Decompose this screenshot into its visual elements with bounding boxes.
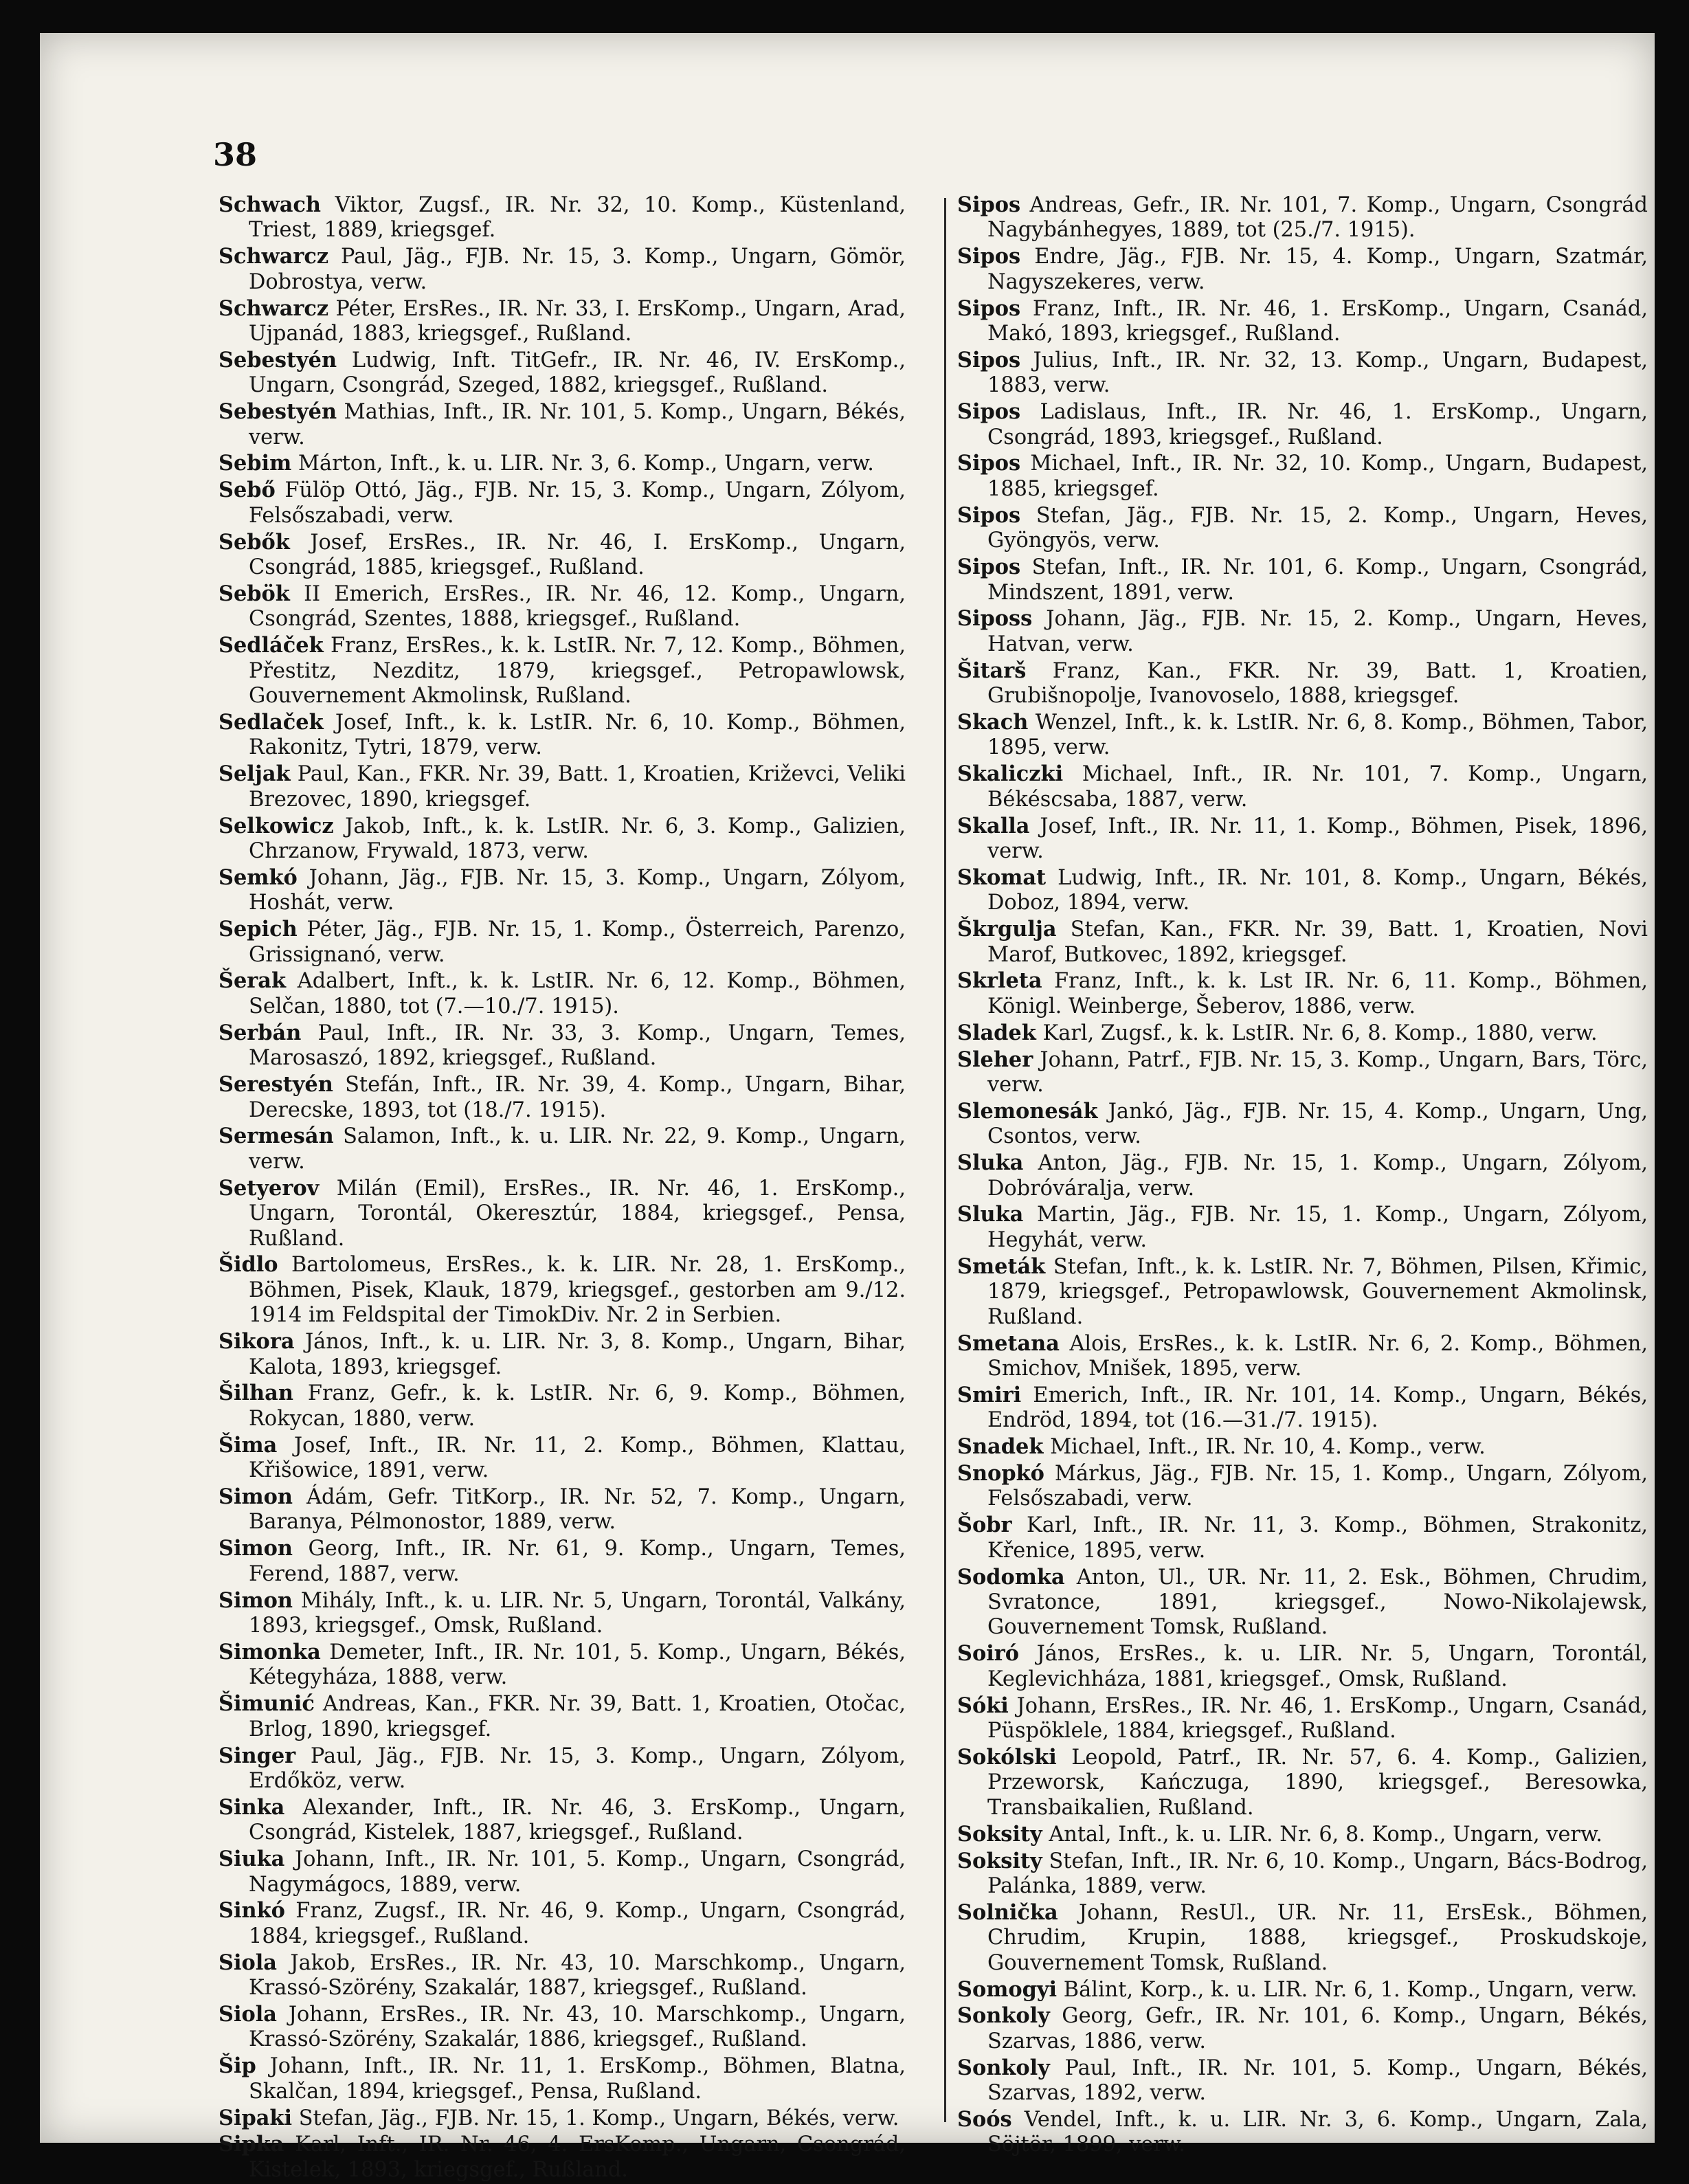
entry-surname: Seljak	[219, 761, 291, 787]
entry-surname: Sipos	[957, 192, 1021, 217]
entry-details: Mathias, Inft., IR. Nr. 101, 5. Komp., Ungarn, Békés, verw.	[249, 400, 906, 449]
entry-details: Martin, Jäg., FJB. Nr. 15, 1. Komp., Ungarn, Zólyom, Hegyhát, verw.	[987, 1203, 1648, 1252]
entry-details: Milán (Emil), ErsRes., IR. Nr. 46, 1. ErsKomp., Ungarn, Torontál, Okeresztúr, 1884, kriegsgef., Pensa, Rußland.	[249, 1176, 906, 1251]
entry-details: Jakob, Inft., k. k. LstIR. Nr. 6, 3. Komp., Galizien, Chrzanow, Frywald, 1873, verw.	[249, 814, 906, 864]
list-entry	[957, 1047, 1648, 1098]
list-entry	[957, 244, 1648, 295]
entry-details: Paul, Inft., IR. Nr. 33, 3. Komp., Ungarn, Temes, Marosaszó, 1892, kriegsgef., Rußland.	[249, 1021, 906, 1071]
entry-details: Andreas, Kan., FKR. Nr. 39, Batt. 1, Kroatien, Otočac, Brlog, 1890, kriegsgef.	[249, 1692, 906, 1741]
entry-surname: Snadek	[957, 1434, 1044, 1460]
entry-details: Stefán, Inft., IR. Nr. 39, 4. Komp., Ungarn, Bihar, Derecske, 1893, tot (18./7. 1915).	[249, 1073, 906, 1122]
entry-surname: Sipos	[957, 244, 1021, 269]
entry-surname: Slemonesák	[957, 1098, 1098, 1124]
entry-details: Stefan, Inft., IR. Nr. 6, 10. Komp., Ungarn, Bács-Bodrog, Palánka, 1889, verw.	[987, 1849, 1648, 1898]
entry-details: Johann, Inft., IR. Nr. 11, 1. ErsKomp., Böhmen, Blatna, Skalčan, 1894, kriegsgef., Pensa, Rußland.	[249, 2054, 906, 2104]
entry-details: Michael, Inft., IR. Nr. 32, 10. Komp., Ungarn, Budapest, 1885, kriegsgef.	[987, 452, 1648, 501]
entry-surname: Šobr	[957, 1513, 1012, 1538]
entry-details: Josef, Inft., IR. Nr. 11, 1. Komp., Böhmen, Pisek, 1896, verw.	[987, 814, 1648, 864]
entry-surname: Sepich	[219, 917, 298, 942]
list-entry	[957, 1331, 1648, 1382]
entry-details: Michael, Inft., IR. Nr. 10, 4. Komp., verw.	[1050, 1435, 1486, 1460]
list-entry	[219, 451, 906, 476]
entry-details: Michael, Inft., IR. Nr. 101, 7. Komp., Ungarn, Békéscsaba, 1887, verw.	[987, 762, 1648, 812]
entry-surname: Selkowicz	[219, 813, 334, 838]
list-entry	[957, 451, 1648, 502]
entry-surname: Šima	[219, 1432, 278, 1458]
list-entry	[957, 1021, 1648, 1046]
entry-details: Márton, Inft., k. u. LIR. Nr. 3, 6. Komp., Ungarn, verw.	[298, 452, 874, 476]
entry-surname: Sebő	[219, 478, 276, 503]
list-entry	[957, 917, 1648, 968]
entry-surname: Siola	[219, 2002, 277, 2027]
entry-surname: Smiri	[957, 1382, 1022, 1407]
column-divider	[944, 198, 946, 2122]
list-entry	[219, 2132, 906, 2183]
entry-surname: Singer	[219, 1743, 296, 1768]
entry-surname: Sebestyén	[219, 347, 337, 372]
list-entry	[219, 1743, 906, 1794]
entry-details: Bartolomeus, ErsRes., k. k. LIR. Nr. 28, 1. ErsKomp., Böhmen, Pisek, Klauk, 1879, kriegsgef., gestorben am 9./12. 1914 im Feldspital der TimokDiv. Nr. 2 in Serbien.	[249, 1253, 906, 1328]
list-entry	[219, 1640, 906, 1691]
list-entry	[219, 1124, 906, 1174]
entry-surname: Šilhan	[219, 1381, 293, 1406]
list-entry	[219, 1252, 906, 1328]
entry-details: Johann, Patrf., FJB. Nr. 15, 3. Komp., Ungarn, Bars, Törc, verw.	[987, 1047, 1648, 1097]
entry-surname: Simonka	[219, 1639, 321, 1664]
entry-details: Josef, ErsRes., IR. Nr. 46, I. ErsKomp., Ungarn, Csongrád, 1885, kriegsgef., Rußland.	[249, 530, 906, 580]
entry-surname: Sermesán	[219, 1124, 334, 1149]
list-entry	[219, 1329, 906, 1380]
list-entry	[219, 865, 906, 916]
entry-details: Johann, Inft., IR. Nr. 101, 5. Komp., Ungarn, Csongrád, Nagymágocs, 1889, verw.	[249, 1847, 906, 1897]
list-entry	[957, 2003, 1648, 2054]
entry-details: Franz, Zugsf., IR. Nr. 46, 9. Komp., Ungarn, Csongrád, 1884, kriegsgef., Rußland.	[249, 1899, 906, 1948]
entry-surname: Sladek	[957, 1020, 1036, 1045]
list-entry	[219, 1691, 906, 1742]
page	[40, 33, 1655, 2182]
entry-surname: Schwarcz	[219, 244, 329, 269]
entry-surname: Soksity	[957, 1848, 1042, 1873]
list-entry	[957, 1693, 1648, 1744]
entry-surname: Skomat	[957, 865, 1047, 890]
list-entry	[219, 1795, 906, 1846]
entry-details: Franz, Kan., FKR. Nr. 39, Batt. 1, Kroatien, Grubišnopolje, Ivanovoselo, 1888, kriegsgef.	[987, 658, 1648, 709]
entry-details: Adalbert, Inft., k. k. LstIR. Nr. 6, 12. Komp., Böhmen, Selčan, 1880, tot (7.—10./7. 1915).	[249, 969, 906, 1018]
page-number: 38	[213, 136, 258, 173]
entry-details: Mihály, Inft., k. u. LIR. Nr. 5, Ungarn, Torontál, Valkány, 1893, kriegsgef., Omsk, Rußland.	[249, 1588, 906, 1638]
entry-surname: Smetana	[957, 1330, 1060, 1356]
entry-surname: Sedlaček	[219, 709, 324, 735]
entry-details: Paul, Jäg., FJB. Nr. 15, 3. Komp., Ungarn, Gömör, Dobrostya, verw.	[249, 245, 906, 294]
list-entry	[957, 968, 1648, 1019]
list-entry	[219, 1588, 906, 1639]
entry-surname: Siola	[219, 1950, 277, 1975]
list-entry	[219, 1433, 906, 1484]
entry-surname: Šimunić	[219, 1691, 315, 1717]
list-entry	[219, 348, 906, 399]
list-entry	[957, 1513, 1648, 1563]
entry-surname: Sodomka	[957, 1564, 1065, 1590]
entry-details: Ludwig, Inft., IR. Nr. 101, 8. Komp., Ungarn, Békés, Doboz, 1894, verw.	[987, 865, 1648, 915]
entry-surname: Šidlo	[219, 1252, 278, 1278]
entry-surname: Škrgulja	[957, 917, 1057, 942]
entry-surname: Šip	[219, 2053, 256, 2079]
entry-surname: Semkó	[219, 865, 298, 890]
entry-surname: Sonkoly	[957, 2003, 1050, 2029]
entry-details: Paul, Inft., IR. Nr. 101, 5. Komp., Ungarn, Békés, Szarvas, 1892, verw.	[987, 2055, 1648, 2106]
entry-surname: Sebök	[219, 581, 290, 606]
list-entry	[219, 478, 906, 528]
list-entry	[957, 1434, 1648, 1460]
entry-details: Wenzel, Inft., k. k. LstIR. Nr. 6, 8. Komp., Böhmen, Tabor, 1895, verw.	[987, 710, 1648, 760]
list-entry	[957, 192, 1648, 243]
entry-details: Stefan, Jäg., FJB. Nr. 15, 2. Komp., Ungarn, Heves, Gyöngyös, verw.	[987, 503, 1648, 553]
entry-surname: Sinka	[219, 1794, 285, 1820]
entry-details: II Emerich, ErsRes., IR. Nr. 46, 12. Komp., Ungarn, Csongrád, Szentes, 1888, kriegsgef., Rußland.	[249, 581, 906, 632]
entry-details: Franz, Gefr., k. k. LstIR. Nr. 6, 9. Komp., Böhmen, Rokycan, 1880, verw.	[249, 1381, 906, 1431]
entry-details: Péter, Jäg., FJB. Nr. 15, 1. Komp., Österreich, Parenzo, Grissignanó, verw.	[249, 917, 906, 967]
list-entry	[957, 1900, 1648, 1976]
entry-details: Endre, Jäg., FJB. Nr. 15, 4. Komp., Ungarn, Szatmár, Nagyszekeres, verw.	[987, 245, 1648, 294]
entry-details: Viktor, Zugsf., IR. Nr. 32, 10. Komp., Küstenland, Triest, 1889, kriegsgef.	[249, 193, 906, 243]
entry-surname: Siuka	[219, 1847, 285, 1872]
entry-surname: Skalla	[957, 813, 1030, 838]
list-entry	[957, 1822, 1648, 1847]
list-entry	[957, 1565, 1648, 1640]
entry-details: Márkus, Jäg., FJB. Nr. 15, 1. Komp., Ungarn, Zólyom, Felsőszabadi, verw.	[987, 1461, 1648, 1511]
entry-details: Alois, ErsRes., k. k. LstIR. Nr. 6, 2. Komp., Böhmen, Smichov, Mnišek, 1895, verw.	[987, 1331, 1648, 1381]
entry-details: Josef, Inft., IR. Nr. 11, 2. Komp., Böhmen, Klattau, Křišowice, 1891, verw.	[249, 1433, 906, 1483]
list-entry	[957, 1150, 1648, 1201]
left-column	[219, 192, 906, 2184]
list-entry	[219, 633, 906, 709]
list-entry	[219, 1176, 906, 1251]
list-entry	[957, 1745, 1648, 1820]
entry-surname: Sikora	[219, 1329, 295, 1355]
list-entry	[219, 710, 906, 761]
list-entry	[957, 1254, 1648, 1330]
entry-details: Ladislaus, Inft., IR. Nr. 46, 1. ErsKomp., Ungarn, Csongrád, 1893, kriegsgef., Rußland.	[987, 400, 1648, 449]
entry-details: Péter, ErsRes., IR. Nr. 33, I. ErsKomp., Ungarn, Arad, Ujpanád, 1883, kriegsgef., Rußland.	[249, 296, 906, 346]
list-entry	[957, 1641, 1648, 1692]
entry-details: Anton, Jäg., FJB. Nr. 15, 1. Komp., Ungarn, Zólyom, Dobróváralja, verw.	[987, 1151, 1648, 1201]
entry-details: Georg, Gefr., IR. Nr. 101, 6. Komp., Ungarn, Békés, Szarvas, 1886, verw.	[987, 2004, 1648, 2053]
list-entry	[219, 2002, 906, 2053]
entry-surname: Soksity	[957, 1821, 1042, 1847]
entry-surname: Soiró	[957, 1641, 1020, 1667]
entry-details: Stefan, Inft., k. k. LstIR. Nr. 7, Böhmen, Pilsen, Křimic, 1879, kriegsgef., Petropawlowsk, Gouvernement Akmolinsk, Rußland.	[987, 1254, 1648, 1329]
list-entry	[219, 814, 906, 865]
list-entry	[957, 658, 1648, 709]
list-entry	[219, 968, 906, 1019]
entry-details: Stefan, Inft., IR. Nr. 101, 6. Komp., Ungarn, Csongrád, Mindszent, 1891, verw.	[987, 555, 1648, 605]
list-entry	[957, 761, 1648, 812]
entry-surname: Šitarš	[957, 658, 1027, 683]
list-entry	[219, 917, 906, 968]
list-entry	[219, 2106, 906, 2131]
entry-details: János, Inft., k. u. LIR. Nr. 3, 8. Komp., Ungarn, Bihar, Kalota, 1893, kriegsgef.	[249, 1330, 906, 1379]
list-entry	[219, 581, 906, 632]
list-entry	[219, 1072, 906, 1123]
entry-details: Ádám, Gefr. TitKorp., IR. Nr. 52, 7. Komp., Ungarn, Baranya, Pélmonostor, 1889, verw.	[249, 1485, 906, 1535]
entry-details: Emerich, Inft., IR. Nr. 101, 14. Komp., Ungarn, Békés, Endröd, 1894, tot (16.—31./7. 1915).	[987, 1383, 1648, 1433]
entry-details: Franz, ErsRes., k. k. LstIR. Nr. 7, 12. Komp., Böhmen, Přestitz, Nezditz, 1879, kriegsgef., Petropawlowsk, Gouvernement Akmolinsk, Rußland.	[249, 634, 906, 709]
list-entry	[957, 399, 1648, 450]
right-column	[957, 192, 1648, 2159]
list-entry	[957, 865, 1648, 916]
entry-surname: Sebők	[219, 529, 290, 555]
entry-details: Josef, Inft., k. k. LstIR. Nr. 6, 10. Komp., Böhmen, Rakonitz, Tytri, 1879, verw.	[249, 710, 906, 760]
list-entry	[219, 2053, 906, 2104]
list-entry	[219, 1536, 906, 1587]
entry-details: Stefan, Kan., FKR. Nr. 39, Batt. 1, Kroatien, Novi Marof, Butkovec, 1892, kriegsgef.	[987, 917, 1648, 967]
list-entry	[957, 1461, 1648, 1512]
entry-surname: Sipka	[219, 2132, 284, 2157]
entry-details: Johann, Jäg., FJB. Nr. 15, 3. Komp., Ungarn, Zólyom, Hoshát, verw.	[249, 865, 906, 915]
entry-details: Johann, ResUl., UR. Nr. 11, ErsEsk., Böhmen, Chrudim, Krupin, 1888, kriegsgef., Proskudskoje, Gouvernement Tomsk, Rußland.	[987, 1900, 1648, 1975]
entry-surname: Somogyi	[957, 1976, 1058, 2002]
entry-details: Bálint, Korp., k. u. LIR. Nr. 6, 1. Komp., Ungarn, verw.	[1063, 1977, 1637, 2002]
list-entry	[219, 1898, 906, 1949]
list-entry	[957, 606, 1648, 657]
entry-surname: Smeták	[957, 1253, 1046, 1279]
list-entry	[957, 2055, 1648, 2106]
entry-surname: Solnička	[957, 1899, 1058, 1925]
entry-details: Fülöp Ottó, Jäg., FJB. Nr. 15, 3. Komp., Ungarn, Zólyom, Felsőszabadi, verw.	[249, 478, 906, 528]
entry-surname: Setyerov	[219, 1175, 320, 1201]
list-entry	[957, 555, 1648, 605]
entry-surname: Sonkoly	[957, 2055, 1050, 2080]
list-entry	[219, 1381, 906, 1431]
list-entry	[957, 348, 1648, 399]
entry-details: Paul, Jäg., FJB. Nr. 15, 3. Komp., Ungarn, Zólyom, Erdőköz, verw.	[249, 1743, 906, 1793]
list-entry	[219, 192, 906, 243]
entry-surname: Sluka	[957, 1150, 1024, 1176]
entry-surname: Sluka	[957, 1202, 1024, 1227]
entry-surname: Soós	[957, 2106, 1012, 2132]
list-entry	[219, 530, 906, 581]
list-entry	[957, 814, 1648, 865]
entry-surname: Simon	[219, 1484, 293, 1510]
entry-details: Jakob, ErsRes., IR. Nr. 43, 10. Marschkomp., Ungarn, Krassó-Szörény, Szakalár, 1887, kriegsgef., Rußland.	[249, 1950, 906, 2001]
entry-surname: Snopkó	[957, 1460, 1044, 1486]
list-entry	[957, 2107, 1648, 2158]
entry-surname: Skrleta	[957, 968, 1042, 994]
entry-surname: Serbán	[219, 1020, 302, 1045]
entry-details: Anton, Ul., UR. Nr. 11, 2. Esk., Böhmen, Chrudim, Svratonce, 1891, kriegsgef., Nowo-Nikolajewsk, Gouvernement Tomsk, Rußland.	[987, 1565, 1648, 1640]
entry-details: Vendel, Inft., k. u. LIR. Nr. 3, 6. Komp., Ungarn, Zala, Söjtör, 1899, verw.	[987, 2107, 1648, 2157]
entry-surname: Šerak	[219, 968, 287, 994]
entry-details: Jankó, Jäg., FJB. Nr. 15, 4. Komp., Ungarn, Ung, Csontos, verw.	[987, 1099, 1648, 1149]
entry-surname: Sóki	[957, 1693, 1009, 1718]
entry-details: Karl, Inft., IR. Nr. 46, 4. ErsKomp., Ungarn, Csongrád, Kistelek, 1893, kriegsgef., Rußland.	[249, 2132, 906, 2182]
list-entry	[957, 296, 1648, 347]
entry-details: Leopold, Patrf., IR. Nr. 57, 6. 4. Komp., Galizien, Przeworsk, Kańczuga, 1890, kriegsgef., Beresowka, Transbaikalien, Rußland.	[987, 1745, 1648, 1820]
entry-details: Stefan, Jäg., FJB. Nr. 15, 1. Komp., Ungarn, Békés, verw.	[298, 2106, 899, 2130]
entry-details: Paul, Kan., FKR. Nr. 39, Batt. 1, Kroatien, Križevci, Veliki Brezovec, 1890, kriegsgef.	[249, 762, 906, 812]
entry-surname: Sokólski	[957, 1744, 1057, 1770]
list-entry	[219, 244, 906, 295]
entry-details: Franz, Inft., k. k. Lst IR. Nr. 6, 11. Komp., Böhmen, Königl. Weinberge, Šeberov, 1886, verw.	[987, 969, 1648, 1018]
list-entry	[219, 1021, 906, 1071]
entry-details: Alexander, Inft., IR. Nr. 46, 3. ErsKomp., Ungarn, Csongrád, Kistelek, 1887, kriegsgef., Rußland.	[249, 1795, 906, 1845]
entry-details: Johann, ErsRes., IR. Nr. 43, 10. Marschkomp., Ungarn, Krassó-Szörény, Szakalár, 1886, kriegsgef., Rußland.	[249, 2003, 906, 2052]
entry-details: Salamon, Inft., k. u. LIR. Nr. 22, 9. Komp., Ungarn, verw.	[249, 1124, 906, 1174]
list-entry	[957, 1849, 1648, 1899]
entry-surname: Sipos	[957, 502, 1021, 528]
entry-details: Franz, Inft., IR. Nr. 46, 1. ErsKomp., Ungarn, Csanád, Makó, 1893, kriegsgef., Rußland.	[987, 296, 1648, 346]
entry-surname: Skach	[957, 709, 1029, 735]
entry-surname: Schwarcz	[219, 296, 329, 321]
list-entry	[957, 1977, 1648, 2003]
entry-details: Julius, Inft., IR. Nr. 32, 13. Komp., Ungarn, Budapest, 1883, verw.	[987, 348, 1648, 398]
entry-details: Johann, Jäg., FJB. Nr. 15, 2. Komp., Ungarn, Heves, Hatvan, verw.	[987, 607, 1648, 656]
entry-details: János, ErsRes., k. u. LIR. Nr. 5, Ungarn, Torontál, Keglevichháza, 1881, kriegsgef., Omsk, Rußland.	[987, 1642, 1648, 1691]
entry-surname: Skaliczki	[957, 761, 1064, 787]
list-entry	[957, 710, 1648, 761]
list-entry	[219, 1847, 906, 1897]
entry-details: Georg, Inft., IR. Nr. 61, 9. Komp., Ungarn, Temes, Ferend, 1887, verw.	[249, 1537, 906, 1586]
entry-details: Karl, Zugsf., k. k. LstIR. Nr. 6, 8. Komp., 1880, verw.	[1042, 1021, 1598, 1045]
entry-surname: Serestyén	[219, 1072, 333, 1097]
entry-surname: Sipos	[957, 399, 1021, 425]
entry-details: Ludwig, Inft. TitGefr., IR. Nr. 46, IV. ErsKomp., Ungarn, Csongrád, Szeged, 1882, kriegsgef., Rußland.	[249, 348, 906, 398]
entry-surname: Sebim	[219, 451, 292, 476]
entry-surname: Sipos	[957, 296, 1021, 321]
list-entry	[957, 1202, 1648, 1253]
entry-surname: Siposs	[957, 606, 1033, 632]
entry-details: Johann, ErsRes., IR. Nr. 46, 1. ErsKomp., Ungarn, Csanád, Püspöklele, 1884, kriegsgef., Rußland.	[987, 1693, 1648, 1743]
list-entry	[957, 503, 1648, 554]
entry-surname: Sipos	[957, 347, 1021, 372]
list-entry	[219, 1484, 906, 1535]
list-entry	[219, 1950, 906, 2001]
entry-surname: Sipos	[957, 555, 1021, 580]
entry-surname: Sipaki	[219, 2105, 293, 2130]
entry-surname: Sipos	[957, 451, 1021, 476]
entry-surname: Schwach	[219, 192, 322, 217]
entry-details: Demeter, Inft., IR. Nr. 101, 5. Komp., Ungarn, Békés, Kétegyháza, 1888, verw.	[249, 1640, 906, 1690]
entry-surname: Sebestyén	[219, 399, 337, 425]
list-entry	[957, 1099, 1648, 1150]
entry-details: Andreas, Gefr., IR. Nr. 101, 7. Komp., Ungarn, Csongrád Nagybánhegyes, 1889, tot (25./7. 1915).	[987, 193, 1648, 243]
entry-surname: Simon	[219, 1587, 293, 1613]
list-entry	[219, 761, 906, 812]
list-entry	[219, 399, 906, 450]
entry-surname: Sinkó	[219, 1898, 285, 1924]
entry-details: Antal, Inft., k. u. LIR. Nr. 6, 8. Komp., Ungarn, verw.	[1049, 1822, 1603, 1847]
list-entry	[219, 296, 906, 347]
entry-surname: Simon	[219, 1536, 293, 1561]
entry-surname: Sleher	[957, 1047, 1033, 1072]
entry-surname: Sedláček	[219, 633, 324, 658]
list-entry	[957, 1383, 1648, 1434]
entry-details: Karl, Inft., IR. Nr. 11, 3. Komp., Böhmen, Strakonitz, Křenice, 1895, verw.	[987, 1513, 1648, 1563]
